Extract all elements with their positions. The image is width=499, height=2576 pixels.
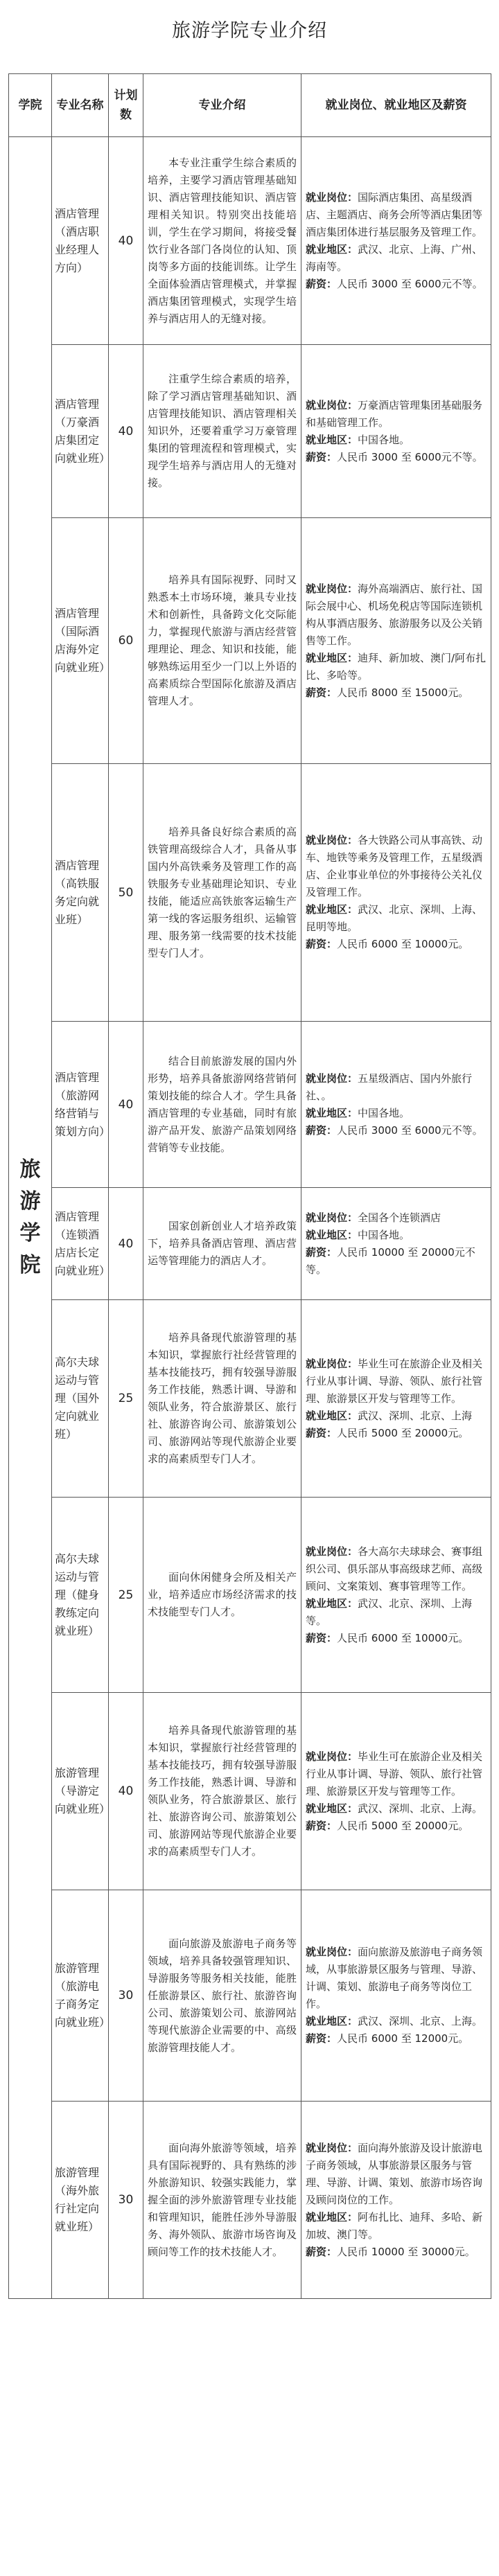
jobs-cell [301, 1300, 491, 1498]
salary-label: 薪资： [306, 1245, 338, 1259]
job-salary [306, 449, 487, 466]
area-text: 迪拜、新加坡、澳门/阿布扎比、多哈等。 [306, 651, 487, 682]
major-intro: 本专业注重学生综合素质的培养，主要学习酒店管理基础知识、酒店管理技能知识、酒店管理相关知识。特别突出技能培训，学生在学习期间，将接受餐饮行业各部门各岗位的认知、顶岗等多方面的技能训练。让学生全面体验酒店管理模式，并掌握酒店集团管理模式，实现学生培养与酒店用人的无缝对接。 [143, 137, 301, 345]
job-post [306, 397, 487, 432]
job-salary [306, 276, 487, 293]
job-salary [306, 1630, 487, 1647]
jobs-cell [301, 345, 491, 518]
area-label: 就业地区： [306, 433, 358, 446]
post-text: 全国各个连锁酒店 [358, 1211, 441, 1224]
job-salary [306, 1244, 487, 1279]
quota-value: 40 [109, 1022, 143, 1188]
post-label: 就业岗位： [306, 1750, 358, 1763]
job-post [306, 832, 487, 901]
area-label: 就业地区： [306, 2015, 358, 2027]
job-post [306, 580, 487, 650]
jobs-cell [301, 1188, 491, 1300]
job-salary [306, 1425, 487, 1442]
quota-value: 60 [109, 518, 143, 764]
job-salary [306, 2030, 487, 2048]
job-salary [306, 2244, 487, 2261]
post-label: 就业岗位： [306, 1357, 358, 1370]
major-intro: 面向旅游及旅游电子商务等领域，培养具备较强管理知识、导游服务等服务相关技能，能胜任旅游景区、旅行社、旅游咨询公司、旅游策划公司、旅游网站等现代旅游企业需要的中、高级旅游管理技能人才。 [143, 1890, 301, 2102]
table-row [9, 345, 491, 518]
post-text: 面向旅游及旅游电子商务领域，从事旅游景区服务与管理、导游、计调、策划、旅游电子商务等岗位工作。 [306, 1946, 483, 2010]
table-row [9, 1300, 491, 1498]
col-header-jobs: 就业岗位、就业地区及薪资 [301, 74, 491, 137]
salary-text: 人民币 3000 至 6000元不等。 [337, 1123, 483, 1137]
major-intro: 面向休闲健身会所及相关产业，培养适应市场经济需求的技术技能型专门人才。 [143, 1498, 301, 1693]
job-post [306, 189, 487, 241]
quota-value: 40 [109, 1693, 143, 1890]
area-text: 中国各地。 [358, 1228, 410, 1241]
school-name: 旅游学院 [19, 1157, 41, 1277]
post-label: 就业岗位： [306, 2141, 358, 2154]
job-area [306, 2209, 487, 2244]
area-text: 阿布扎比、迪拜、多哈、新加坡、澳门等。 [306, 2210, 483, 2241]
major-name: 高尔夫球运动与管理（国外定向就业班） [52, 1300, 109, 1498]
post-text: 毕业生可在旅游企业及相关行业从事计调、导游、领队、旅行社管理、旅游景区开发与管理等工作。 [306, 1357, 483, 1405]
area-text: 武汉、北京、上海、广州、海南等。 [306, 242, 483, 273]
major-name: 高尔夫球运动与管理（健身教练定向就业班） [52, 1498, 109, 1693]
area-text: 中国各地。 [358, 1106, 410, 1119]
salary-label: 薪资： [306, 1819, 338, 1832]
job-post [306, 1944, 487, 2013]
major-intro: 培养具备现代旅游管理的基本知识，掌握旅行社经营管理的基本技能技巧，拥有较强导游服务工作技能，熟悉计调、导游和领队业务，符合旅游景区、旅行社、旅游咨询公司、旅游策划公司、旅游网站等现代旅游企业要求的高素质型专门人才。 [143, 1300, 301, 1498]
salary-label: 薪资： [306, 450, 338, 463]
area-label: 就业地区： [306, 242, 358, 256]
major-name: 旅游管理（导游定向就业班） [52, 1693, 109, 1890]
post-label: 就业岗位： [306, 834, 358, 846]
major-name: 酒店管理（旅游网络营销与策划方向） [52, 1022, 109, 1188]
major-intro: 结合目前旅游发展的国内外形势，培养具备旅游网络营销何策划技能的综合人才。学生具备酒店管理的专业基础，同时有旅游产品开发、旅游产品策划网络营销等专业技能。 [143, 1022, 301, 1188]
quota-value: 25 [109, 1300, 143, 1498]
jobs-cell [301, 1890, 491, 2102]
job-post [306, 1070, 487, 1105]
job-post [306, 1356, 487, 1407]
major-name: 酒店管理（连锁酒店店长定向就业班） [52, 1188, 109, 1300]
post-label: 就业岗位： [306, 1946, 358, 1958]
salary-text: 人民币 5000 至 20000元。 [337, 1426, 469, 1439]
post-text: 毕业生可在旅游企业及相关行业从事计调、导游、领队、旅行社管理、旅游景区开发与管理等工作。 [306, 1750, 483, 1797]
jobs-cell [301, 1022, 491, 1188]
job-area [306, 2013, 487, 2030]
area-label: 就业地区： [306, 1228, 358, 1241]
job-post [306, 2140, 487, 2209]
job-area [306, 432, 487, 449]
major-intro: 面向海外旅游等领域，培养具有国际视野的、具有熟练的涉外旅游知识、较强实践能力，掌握全面的涉外旅游管理专业技能和管理知识，能胜任涉外导游服务、海外领队、旅游市场咨询及顾问等工作的技术技能人才。 [143, 2102, 301, 2299]
table-row [9, 1693, 491, 1890]
col-header-intro: 专业介绍 [143, 74, 301, 137]
salary-label: 薪资： [306, 686, 338, 699]
table-row [9, 137, 491, 345]
salary-label: 薪资： [306, 2032, 338, 2045]
post-text: 海外高端酒店、旅行社、国际会展中心、机场免税店等国际连锁机构从事酒店服务、旅游服务以及公关销售等工作。 [306, 582, 483, 647]
post-label: 就业岗位： [306, 1072, 358, 1085]
table-row [9, 764, 491, 1022]
jobs-cell [301, 518, 491, 764]
major-intro: 注重学生综合素质的培养，除了学习酒店管理基础知识、酒店管理技能知识、酒店管理相关知识外，还要着重学习万豪管理集团的管理流程和管理模式，实现学生培养与酒店用人的无缝对接。 [143, 345, 301, 518]
area-text: 武汉、北京、深圳、上海、昆明等地。 [306, 903, 483, 933]
job-post [306, 1543, 487, 1595]
job-area [306, 1407, 487, 1425]
post-text: 五星级酒店、国内外旅行社、。 [306, 1072, 473, 1102]
table-row [9, 1890, 491, 2102]
quota-value: 40 [109, 1188, 143, 1300]
table-header-row [9, 74, 491, 137]
area-label: 就业地区： [306, 1802, 358, 1815]
post-label: 就业岗位： [306, 1545, 358, 1558]
major-name: 旅游管理（海外旅行社定向就业班） [52, 2102, 109, 2299]
post-label: 就业岗位： [306, 398, 358, 411]
job-post [306, 1748, 487, 1800]
table-row [9, 2102, 491, 2299]
major-name: 酒店管理（万豪酒店集团定向就业班） [52, 345, 109, 518]
salary-label: 薪资： [306, 1123, 338, 1137]
job-area [306, 1595, 487, 1630]
area-label: 就业地区： [306, 1106, 358, 1119]
job-post [306, 1209, 487, 1227]
page-title: 旅游学院专业介绍 [172, 20, 327, 42]
post-label: 就业岗位： [306, 1211, 358, 1224]
table-row [9, 518, 491, 764]
post-text: 万豪酒店管理集团基础服务和基础管理工作。 [306, 398, 483, 429]
job-area [306, 1800, 487, 1818]
jobs-cell [301, 2102, 491, 2299]
job-area [306, 1227, 487, 1244]
area-text: 中国各地。 [358, 433, 410, 446]
table-row [9, 1022, 491, 1188]
salary-text: 人民币 5000 至 20000元。 [337, 1819, 469, 1832]
job-area [306, 901, 487, 936]
salary-text: 人民币 6000 至 10000元。 [337, 938, 469, 950]
quota-value: 50 [109, 764, 143, 1022]
quota-value: 40 [109, 137, 143, 345]
area-label: 就业地区： [306, 651, 358, 664]
major-name: 旅游管理（旅游电子商务定向就业班） [52, 1890, 109, 2102]
quota-value: 25 [109, 1498, 143, 1693]
major-intro: 培养具有国际视野、同时又熟悉本土市场环境，兼具专业技术和创新性，具备跨文化交际能力，掌握现代旅游与酒店经营管理理论、理念、知识和技能，能够熟练运用至少一门以上外语的高素质综合型国际化旅游及酒店管理人才。 [143, 518, 301, 764]
area-text: 武汉、北京、深圳、上海等。 [306, 1597, 473, 1627]
job-salary [306, 1818, 487, 1835]
post-text: 各大高尔夫球球会、赛事组织公司、俱乐部从事高级球艺师、高级顾问、文案策划、赛事管理等工作。 [306, 1545, 483, 1592]
major-name: 酒店管理（酒店职业经理人方向） [52, 137, 109, 345]
salary-text: 人民币 8000 至 15000元。 [337, 686, 469, 699]
post-text: 国际酒店集团、高星级酒店、主题酒店、商务会所等酒店集团等酒店集团体进行基层服务及管理工作。 [306, 190, 483, 238]
col-header-school: 学院 [9, 74, 52, 137]
salary-text: 人民币 10000 至 30000元。 [337, 2245, 475, 2258]
jobs-cell [301, 137, 491, 345]
salary-label: 薪资： [306, 1426, 338, 1439]
job-salary [306, 684, 487, 702]
job-area [306, 1105, 487, 1122]
salary-text: 人民币 6000 至 12000元。 [337, 2032, 469, 2045]
area-label: 就业地区： [306, 1409, 358, 1422]
salary-text: 人民币 3000 至 6000元不等。 [337, 450, 483, 463]
post-label: 就业岗位： [306, 582, 358, 595]
major-intro: 培养具备良好综合素质的高铁管理高级综合人才，具备从事国内外高铁乘务及管理工作的高铁服务专业基础理论知识、专业技能，能适应高铁旅客运输生产第一线的客运服务组织、运输管理、服务第一线需要的技术技能型专门人才。 [143, 764, 301, 1022]
salary-label: 薪资： [306, 2245, 338, 2258]
job-salary [306, 1122, 487, 1139]
quota-value: 40 [109, 345, 143, 518]
col-header-quota: 计划数 [109, 74, 143, 137]
post-text: 面向海外旅游及设计旅游电子商务领域，从事旅游景区服务与管理、导游、计调、策划、旅游市场咨询及顾问岗位的工作。 [306, 2141, 483, 2206]
jobs-cell [301, 1693, 491, 1890]
area-label: 就业地区： [306, 2210, 358, 2223]
salary-text: 人民币 10000 至 20000元不等。 [306, 1245, 475, 1276]
majors-table [8, 73, 491, 2299]
table-row [9, 1188, 491, 1300]
salary-text: 人民币 3000 至 6000元不等。 [337, 277, 483, 290]
jobs-cell [301, 764, 491, 1022]
quota-value: 30 [109, 2102, 143, 2299]
area-label: 就业地区： [306, 903, 358, 916]
major-intro: 国家创新创业人才培养政策下，培养具备酒店管理、酒店营运等管理能力的酒店人才。 [143, 1188, 301, 1300]
major-name: 酒店管理（高铁服务定向就业班） [52, 764, 109, 1022]
school-cell [9, 137, 52, 2299]
salary-label: 薪资： [306, 277, 338, 290]
salary-label: 薪资： [306, 1631, 338, 1644]
jobs-cell [301, 1498, 491, 1693]
major-intro: 培养具备现代旅游管理的基本知识，掌握旅行社经营管理的基本技能技巧，拥有较强导游服务工作技能，熟悉计调、导游和领队业务，符合旅游景区、旅行社、旅游咨询公司、旅游策划公司、旅游网站等现代旅游企业要求的高素质型专门人才。 [143, 1693, 301, 1890]
table-row [9, 1498, 491, 1693]
quota-value: 30 [109, 1890, 143, 2102]
area-text: 武汉、深圳、北京、上海 [358, 1409, 473, 1422]
salary-text: 人民币 6000 至 10000元。 [337, 1631, 469, 1644]
major-name: 酒店管理（国际酒店海外定向就业班） [52, 518, 109, 764]
post-label: 就业岗位： [306, 190, 358, 204]
job-area [306, 650, 487, 684]
job-salary [306, 936, 487, 953]
area-text: 武汉、深圳、北京、上海。 [358, 2015, 483, 2027]
col-header-major: 专业名称 [52, 74, 109, 137]
job-area [306, 241, 487, 276]
area-label: 就业地区： [306, 1597, 358, 1610]
area-text: 武汉、深圳、北京、上海。 [358, 1802, 483, 1815]
post-text: 各大铁路公司从事高铁、动车、地铁等乘务及管理工作，五星级酒店、企业事业单位的外事接待公关礼仪及管理工作。 [306, 834, 483, 898]
salary-label: 薪资： [306, 938, 338, 950]
